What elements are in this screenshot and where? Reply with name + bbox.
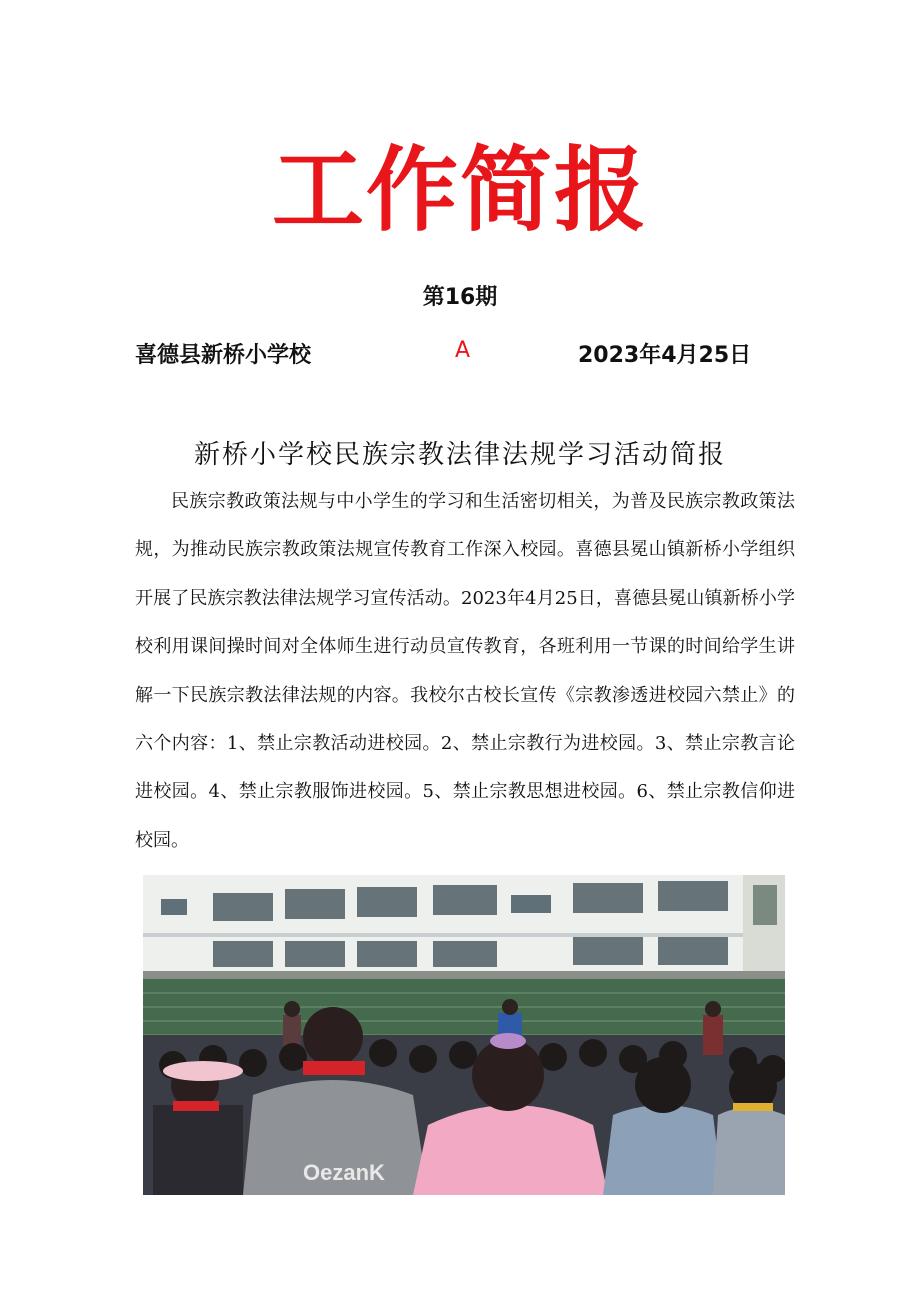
jacket-lettering: OezanK: [303, 1160, 385, 1185]
issue-date: 2023年4月25日: [578, 343, 752, 368]
issue-number: 第16期: [422, 285, 498, 310]
school-name: 喜德县新桥小学校: [135, 343, 312, 368]
article-body: 民族宗教政策法规与中小学生的学习和生活密切相关，为普及民族宗教政策法规，为推动民族宗教政策法规宣传教育工作深入校园。喜德县冕山镇新桥小学组织开展了民族宗教法律法规学习宣传活动。2023年4月25日，喜德县冕山镇新桥小学校利用课间操时间对全体师生进行动员宣传教育，各班利用一节课的时间给学生讲解一下民族宗教法律法规的内容。我校尔古校长宣传《宗教渗透进校园六禁止》的六个内容：1、禁止宗教活动进校园。2、禁止宗教行为进校园。3、禁止宗教言论进校园。4、禁止宗教服饰进校园。5、禁止宗教思想进校园。6、禁止宗教信仰进校园。: [135, 491, 795, 851]
assembly-photo: [143, 875, 785, 1195]
red-mark: A: [455, 338, 471, 363]
article-title: 新桥小学校民族宗教法律法规学习活动简报: [193, 440, 726, 470]
masthead-title: 工作简报: [271, 137, 648, 244]
assembly-photo-illustration: [143, 875, 785, 1195]
